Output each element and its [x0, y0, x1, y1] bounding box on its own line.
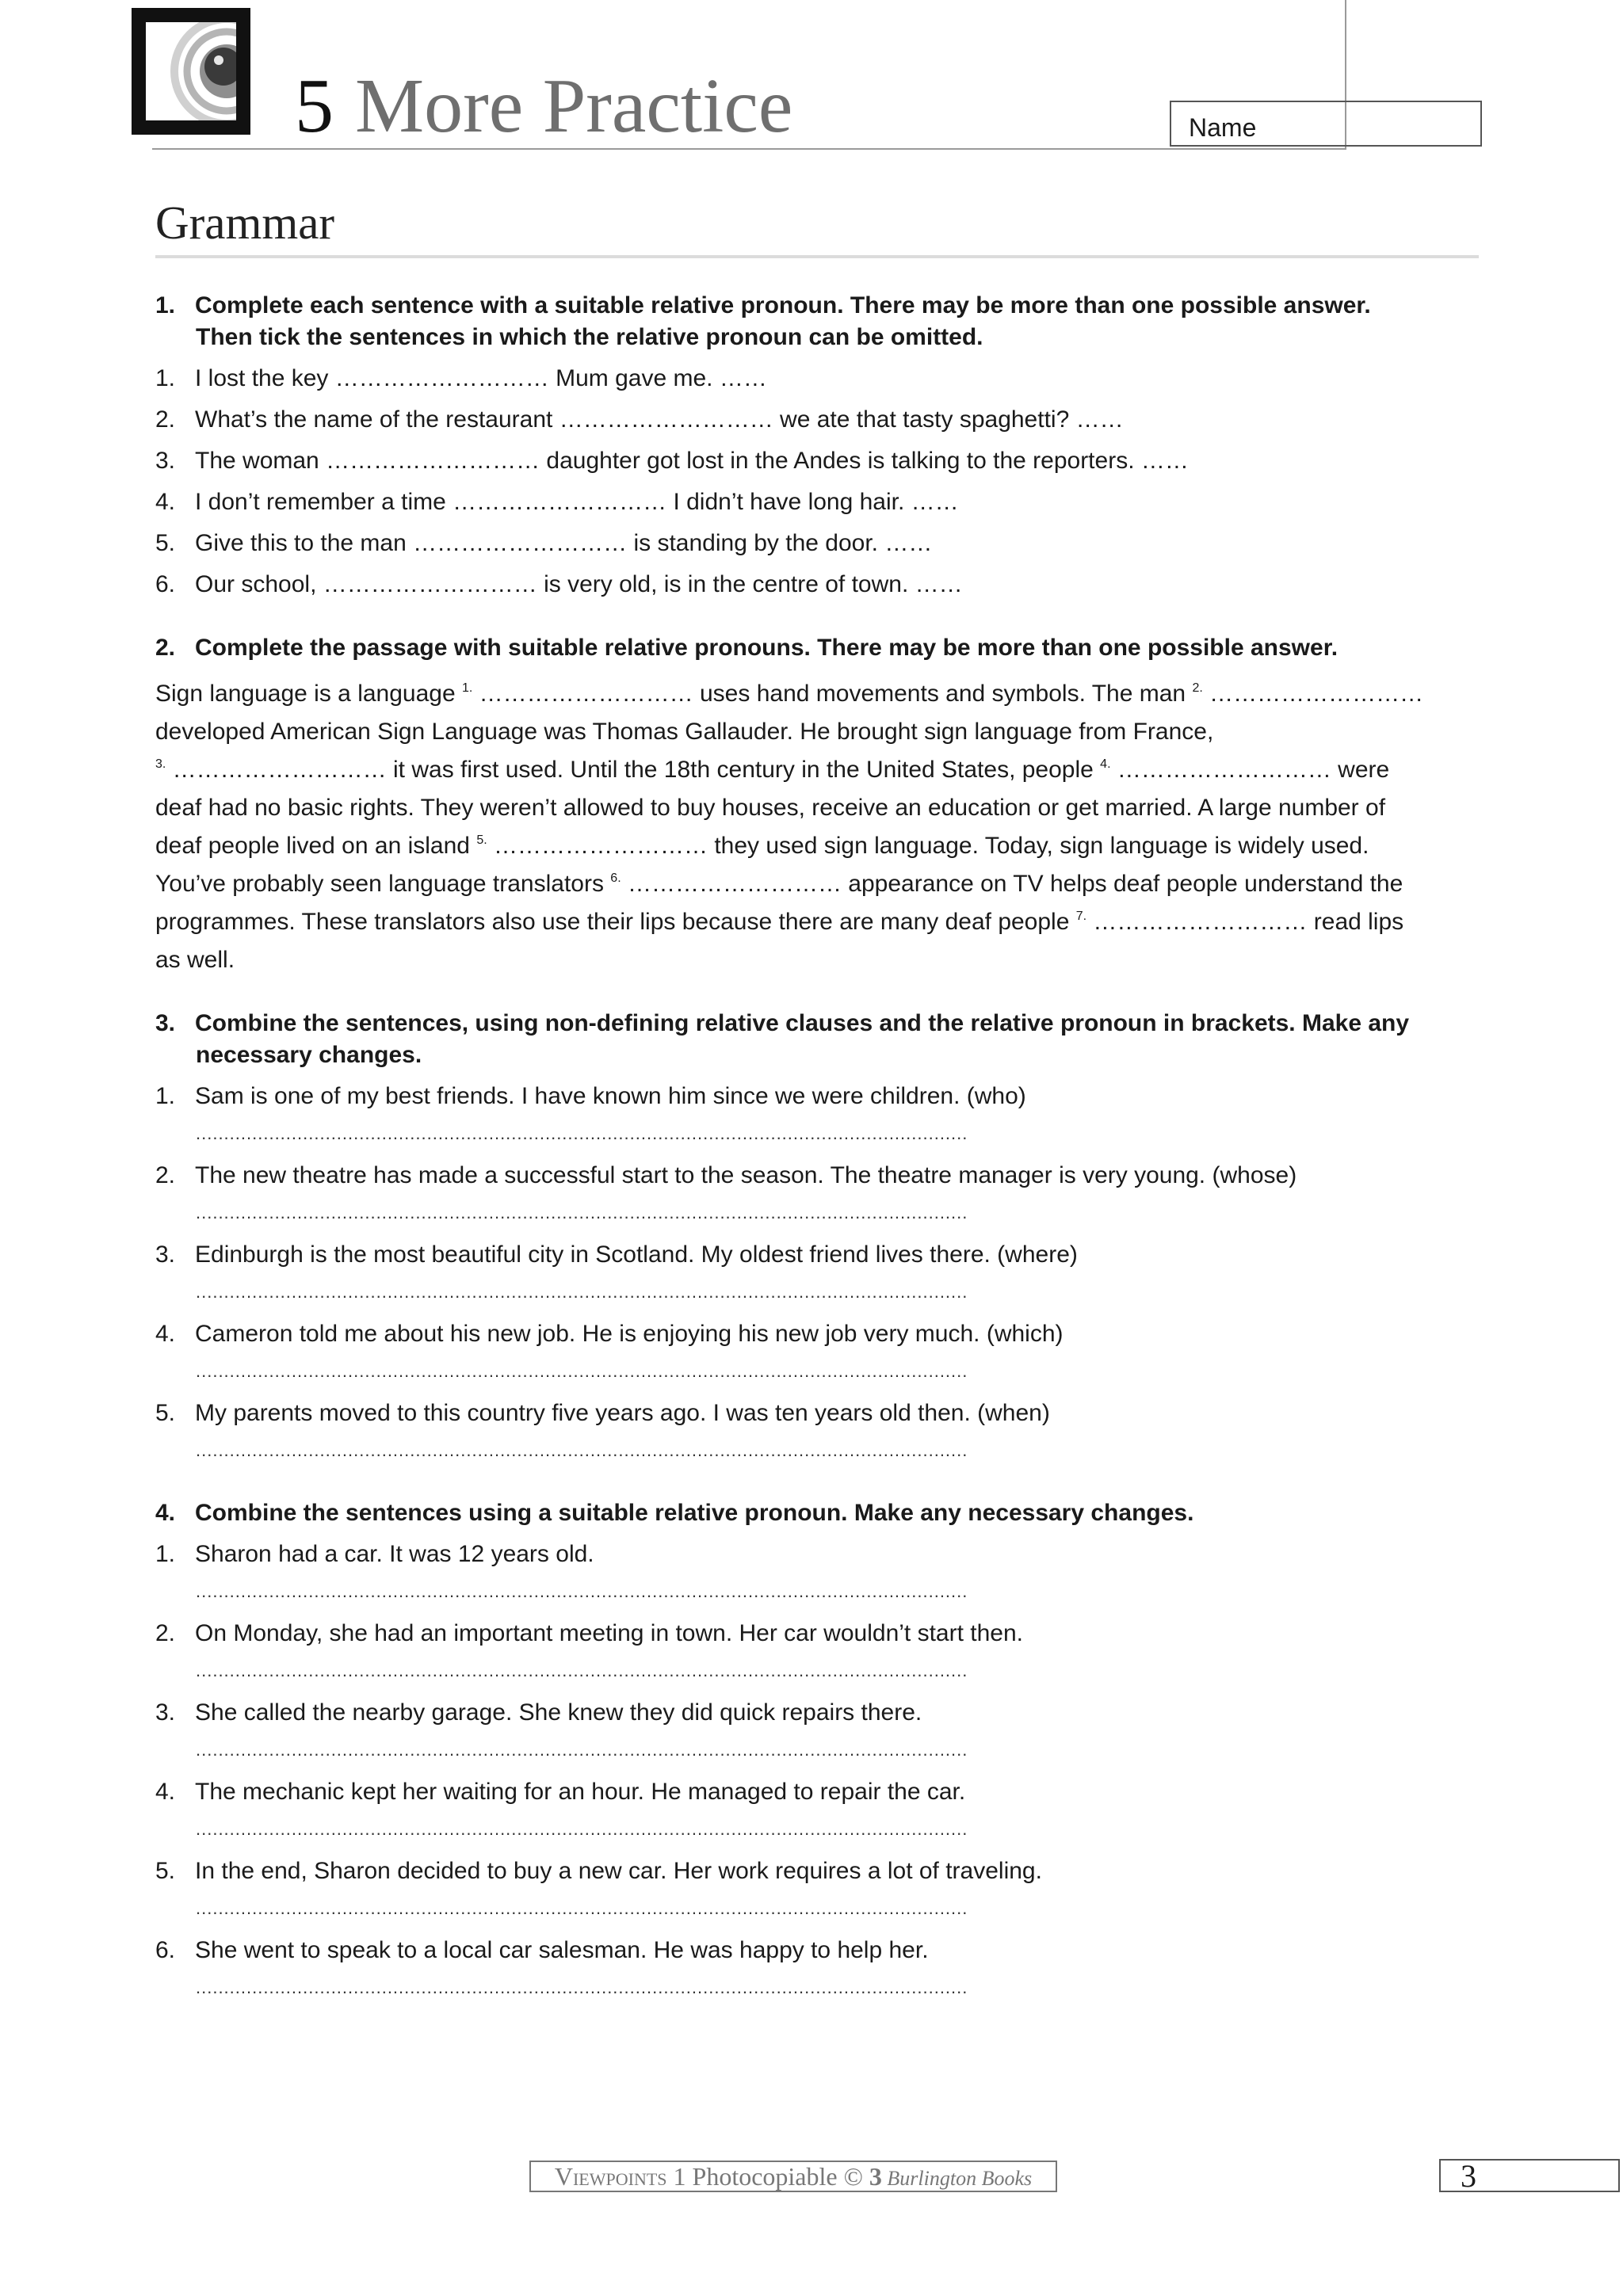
page-title: More Practice: [355, 63, 793, 149]
passage-line: deaf had no basic rights. They weren’t allowed to buy houses, receive an education or get married. A large number of: [155, 795, 1386, 821]
section-divider: [155, 255, 1479, 258]
passage-line[interactable]: $^{3.}$ ……………………… it was first used. Until the 18th century in the United States, people $^{4.}$ ……………………… were: [155, 757, 1390, 783]
answer-line[interactable]: .........................................................................................................................................: [196, 1978, 968, 1997]
passage-line: as well.: [155, 947, 235, 973]
exercise4-item-5: 5. In the end, Sharon decided to buy a new car. Her work requires a lot of traveling.: [155, 1858, 1042, 1884]
book-name: Viewpoints: [554, 2162, 667, 2191]
exercise4-item-1: 1. Sharon had a car. It was 12 years old.: [155, 1541, 594, 1567]
exercise4-item-6: 6. She went to speak to a local car salesman. He was happy to help her.: [155, 1937, 929, 1963]
answer-line[interactable]: .........................................................................................................................................: [196, 1581, 968, 1601]
exercise1-instruction: 1. Complete each sentence with a suitable relative pronoun. There may be more than one possible answer.: [155, 290, 1371, 322]
section-title: Grammar: [155, 196, 335, 249]
exercise1-item-4[interactable]: 4. I don’t remember a time ……………………… I didn’t have long hair. ……: [155, 489, 959, 515]
passage-line[interactable]: You’ve probably seen language translators $^{6.}$ ……………………… appearance on TV helps deaf people understand the: [155, 871, 1403, 897]
footer-copyright: Viewpoints 1 Photocopiable © 3 Burlington Books: [529, 2161, 1057, 2192]
answer-line[interactable]: .........................................................................................................................................: [196, 1898, 968, 1918]
answer-line[interactable]: .........................................................................................................................................: [196, 1740, 968, 1760]
answer-line[interactable]: .........................................................................................................................................: [196, 1819, 968, 1839]
exercise1-item-2[interactable]: 2. What’s the name of the restaurant ……………………… we ate that tasty spaghetti? ……: [155, 406, 1124, 433]
publisher: Burlington Books: [881, 2167, 1033, 2190]
exercise4-instruction: 4. Combine the sentences using a suitable relative pronoun. Make any necessary changes.: [155, 1497, 1193, 1529]
passage-line[interactable]: programmes. These translators also use their lips because there are many deaf people $^{7.}$ ……………………… read lips: [155, 909, 1404, 935]
answer-line[interactable]: .........................................................................................................................................: [196, 1440, 968, 1460]
exercise1-item-3[interactable]: 3. The woman ……………………… daughter got lost in the Andes is talking to the reporters. ……: [155, 448, 1189, 474]
exercise1-instruction-cont: Then tick the sentences in which the relative pronoun can be omitted.: [196, 324, 983, 350]
name-label: Name: [1189, 113, 1257, 142]
exercise1-item-5[interactable]: 5. Give this to the man ……………………… is standing by the door. ……: [155, 530, 933, 556]
answer-line[interactable]: .........................................................................................................................................: [196, 1661, 968, 1680]
unit-logo: [132, 8, 250, 135]
exercise4-item-3: 3. She called the nearby garage. She knew they did quick repairs there.: [155, 1699, 922, 1726]
exercise3-instruction-cont: necessary changes.: [196, 1042, 422, 1068]
page-number: 3: [1439, 2159, 1620, 2192]
exercise3-instruction: 3. Combine the sentences, using non-defining relative clauses and the relative pronoun in brackets. Make any: [155, 1008, 1409, 1039]
exercise-number: 4.: [155, 1500, 176, 1526]
camera-lens-icon: [146, 22, 236, 120]
exercise-number: 1.: [155, 292, 176, 318]
answer-line[interactable]: .........................................................................................................................................: [196, 1361, 968, 1381]
exercise4-item-4: 4. The mechanic kept her waiting for an hour. He managed to repair the car.: [155, 1779, 966, 1805]
exercise1-item-1[interactable]: 1. I lost the key ……………………… Mum gave me. ……: [155, 365, 767, 391]
exercise3-item-2: 2. The new theatre has made a successful start to the season. The theatre manager is very young. (whose): [155, 1162, 1297, 1188]
exercise-number: 3.: [155, 1010, 176, 1036]
exercise3-item-3: 3. Edinburgh is the most beautiful city in Scotland. My oldest friend lives there. (where): [155, 1241, 1078, 1268]
answer-line[interactable]: .........................................................................................................................................: [196, 1282, 968, 1302]
passage-line: developed American Sign Language was Thomas Gallauder. He brought sign language from France,: [155, 719, 1214, 745]
exercise-number: 2.: [155, 635, 176, 661]
exercise4-item-2: 2. On Monday, she had an important meeting in town. Her car wouldn’t start then.: [155, 1620, 1023, 1646]
name-field[interactable]: [1170, 101, 1482, 147]
exercise3-item-5: 5. My parents moved to this country five years ago. I was ten years old then. (when): [155, 1400, 1050, 1426]
exercise1-item-6[interactable]: 6. Our school, ……………………… is very old, is in the centre of town. ……: [155, 571, 963, 597]
exercise3-item-4: 4. Cameron told me about his new job. He is enjoying his new job very much. (which): [155, 1321, 1064, 1347]
exercise3-item-1: 1. Sam is one of my best friends. I have known him since we were children. (who): [155, 1083, 1026, 1109]
passage-line[interactable]: deaf people lived on an island $^{5.}$ ……………………… they used sign language. Today, sign language is widely used.: [155, 833, 1369, 859]
answer-line[interactable]: .........................................................................................................................................: [196, 1123, 968, 1143]
exercise2-instruction: 2. Complete the passage with suitable relative pronouns. There may be more than one possible answer.: [155, 632, 1338, 664]
answer-line[interactable]: .........................................................................................................................................: [196, 1203, 968, 1222]
passage-line[interactable]: Sign language is a language $^{1.}$ ……………………… uses hand movements and symbols. The man $^{2.}$ ………………………: [155, 681, 1424, 707]
unit-number: 5: [295, 63, 334, 149]
